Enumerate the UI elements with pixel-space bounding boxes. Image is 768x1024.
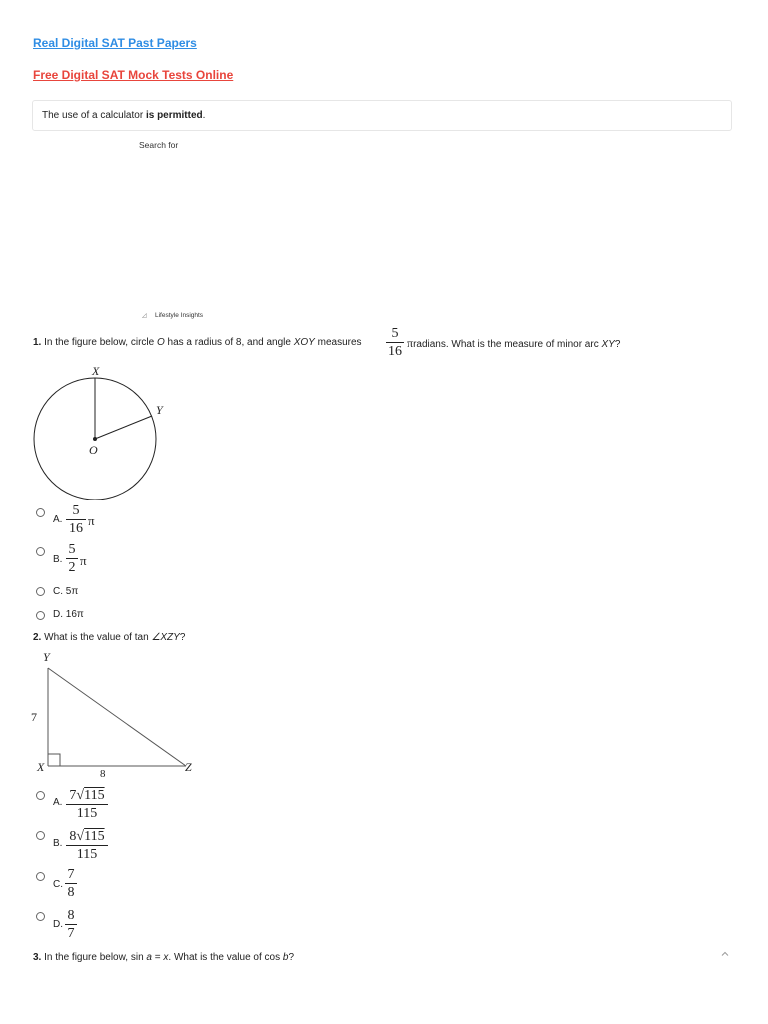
q3-number: 3.	[33, 952, 42, 963]
q1-frac-den: 16	[388, 344, 402, 359]
q2-number: 2.	[33, 632, 42, 643]
q1-text-d: radians. What is the measure of minor arc	[413, 339, 602, 350]
q2-option-a-coef: 7	[69, 788, 77, 803]
center-point	[93, 437, 97, 441]
q2-option-a-fraction	[66, 788, 108, 821]
q1-label-o: O	[89, 443, 98, 457]
q1-option-b-letter: B.	[53, 554, 63, 565]
sqrt-icon: √	[76, 829, 85, 844]
q2-label-y: Y	[43, 650, 50, 664]
mock-tests-link[interactable]: Free Digital SAT Mock Tests Online	[33, 68, 234, 82]
q3-text-b: =	[151, 952, 164, 963]
q1-text-tail	[407, 336, 620, 351]
past-papers-link[interactable]: Real Digital SAT Past Papers	[33, 36, 197, 50]
q1-option-a-letter: A.	[53, 514, 63, 525]
q1-option-a-radio[interactable]	[36, 508, 45, 517]
radius-oy	[95, 416, 152, 439]
q1-label-y: Y	[156, 403, 163, 417]
q2-label-x: X	[37, 760, 45, 774]
q2-option-c-radio[interactable]	[36, 872, 45, 881]
q2-option-b-den: 115	[76, 847, 98, 862]
q1-option-d	[53, 609, 84, 620]
ad-search-label[interactable]: Search for	[139, 140, 179, 150]
q2-label-z: Z	[185, 760, 192, 774]
note-prefix: The use of a calculator	[42, 110, 146, 121]
calculator-note-text	[42, 110, 205, 121]
q1-option-a-fraction	[66, 503, 86, 536]
q2-option-b-radio[interactable]	[36, 831, 45, 840]
q1-text	[33, 337, 362, 348]
chevron-up-icon[interactable]	[721, 950, 729, 958]
q2-option-c-fraction	[65, 867, 77, 900]
q3-text-a: In the figure below, sin	[44, 952, 147, 963]
q1-option-d-letter: D.	[53, 609, 63, 620]
q1-text-a: In the figure below, circle	[44, 337, 157, 348]
q2-option-b-letter: B.	[53, 838, 63, 849]
q2-option-a-den: 115	[76, 806, 98, 821]
q1-option-b-radio[interactable]	[36, 547, 45, 556]
q2-option-c-num: 7	[67, 867, 75, 882]
q1-text-c: measures	[314, 337, 362, 348]
q1-pi: π	[407, 336, 414, 350]
q2-option-c-letter: C.	[53, 879, 63, 890]
q3-text	[33, 952, 294, 963]
q1-var-xy: XY	[601, 339, 615, 350]
q1-option-d-text: 16π	[65, 609, 84, 620]
q2-side-xy-length: 7	[31, 710, 37, 724]
q2-text	[33, 632, 185, 643]
q2-option-d-radio[interactable]	[36, 912, 45, 921]
circle-figure	[28, 360, 168, 500]
q2-option-b-radicand: 115	[84, 829, 105, 844]
q2-qmark: ?	[179, 632, 186, 643]
q2-option-a-radio[interactable]	[36, 791, 45, 800]
q1-option-a-den: 16	[69, 521, 83, 536]
note-emphasis: is permitted	[145, 110, 203, 121]
q1-text-e: ?	[614, 339, 621, 350]
q3-text-d: ?	[288, 952, 295, 963]
q3-text-c: . What is the value of cos	[168, 952, 283, 963]
q1-option-c-radio[interactable]	[36, 587, 45, 596]
q1-option-c-text: 5π	[65, 586, 79, 597]
q3-var-b: b	[282, 952, 289, 963]
q1-option-b-pi: π	[80, 553, 87, 568]
q1-text-b: has a radius of 8, and angle	[164, 337, 294, 348]
sqrt-icon: √	[76, 788, 85, 803]
right-angle-mark	[48, 754, 60, 766]
q1-fraction	[386, 326, 404, 359]
q2-option-a-letter: A.	[53, 797, 63, 808]
ad-footer-label[interactable]: Lifestyle Insights	[155, 312, 204, 319]
q1-option-b-fraction	[66, 542, 78, 575]
q2-option-d-letter: D.	[53, 919, 63, 930]
side-yz	[48, 668, 186, 766]
q2-angle: ∠XZY	[151, 632, 180, 643]
q2-option-d-den: 7	[67, 926, 75, 941]
q1-label-x: X	[92, 364, 100, 378]
q1-var-xoy: XOY	[293, 337, 315, 348]
q1-option-a-num: 5	[72, 503, 80, 518]
q1-option-c	[53, 586, 78, 597]
ad-choice-icon[interactable]: ◿	[142, 313, 147, 319]
q3-var-a: a	[146, 952, 152, 963]
q2-option-d-fraction	[65, 908, 77, 941]
q2-option-a-radicand: 115	[84, 788, 105, 803]
q1-option-a-pi: π	[88, 513, 95, 528]
q1-option-c-letter: C.	[53, 586, 63, 597]
calculator-note	[32, 100, 732, 131]
q1-option-d-radio[interactable]	[36, 611, 45, 620]
q2-option-b-fraction	[66, 829, 108, 862]
q1-number: 1.	[33, 337, 42, 348]
q1-option-b-den: 2	[68, 560, 76, 575]
q2-option-c-den: 8	[67, 885, 75, 900]
q2-text-main: What is the value of tan	[44, 632, 152, 643]
q2-side-xz-length: 8	[100, 768, 106, 780]
q2-option-b-coef: 8	[69, 829, 77, 844]
q1-frac-num: 5	[391, 326, 399, 341]
q1-option-b-num: 5	[68, 542, 76, 557]
q1-var-o: O	[156, 337, 165, 348]
q2-option-d-num: 8	[67, 908, 75, 923]
q3-var-x: x	[163, 952, 169, 963]
triangle-figure	[40, 660, 200, 775]
note-suffix: .	[202, 110, 206, 121]
